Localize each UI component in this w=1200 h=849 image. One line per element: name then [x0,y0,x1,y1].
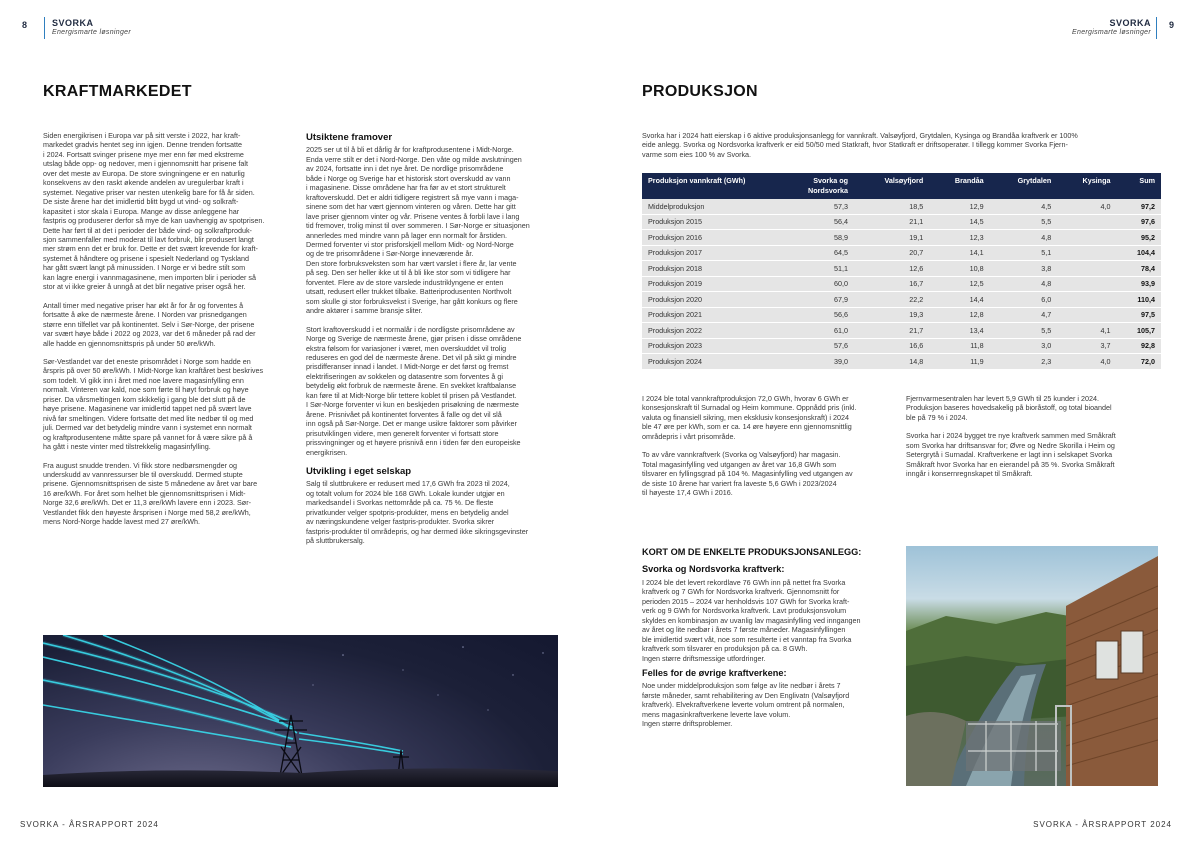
paragraph: Antall timer med negative priser har økt år for år og forventes å fortsatte å øke de nærmeste årene. I Norden var prisnedgangen større enn tilfellet var på kontinentet. Selv i Sør-Norge, der prisene var svært høye både i 2022 og 2023, var det 6 måneder på rad der alle hadde en gjennomsnittspris på under 50 øre/kWh. [43,300,256,348]
power-station-illustration [906,546,1158,786]
paragraph: To av våre vannkraftverk (Svorka og Valsøyfjord) har magasin. Total magasinfylling ved utgangen av året var 16,8 GWh som tilsvarer en fyllingsgrad på 104 %. Magasinfylling ved utgangen av de siste 10 årene har variert fra laveste 5,6 GWh i 2023/2024 til høyeste 17,4 GWh i 2016. [642,450,853,498]
sum-cell: 97,6 [1116,214,1161,230]
production-col-b [906,394,1164,479]
table-cell: 4,5 [990,199,1058,214]
table-cell: 5,1 [990,245,1058,261]
table-cell: 22,2 [854,292,929,308]
paragraph: Sør-Vestlandet var det eneste prisområdet i Norge som hadde en årspris på over 50 øre/kWh. I Midt-Norge kan kraftåret best beskrives som todelt. Vi gikk inn i året med noe lavere magasinfylling enn normalt. Vinteren var kald, noe som førte til høyt forbruk og høye priser. Da vårsmeltingen kom skikkelig i gang ble det slutt på de høye prisene. Magasinene var imidlertid tappet ned på svært lave nivå før smeltingen. Videre fortsatte det med lite nedbør til og med juli. Dermed var det betydelig mindre vann i systemet enn normalt og kraftprodusentene måtte spare på vannet for å være sikre på å ha gått i neste vinter med tilstrekkelig magasinfylling. [43,356,264,452]
section-heading-utvikling: Utvikling i eget selskap [306,465,412,477]
table-row [642,230,1161,246]
table-cell [1057,261,1116,277]
table-cell: 19,3 [854,307,929,323]
column-header: Brandåa [929,173,989,199]
table-cell [1057,230,1116,246]
table-cell [1057,245,1116,261]
sum-cell: 110,4 [1116,292,1161,308]
table-cell: 12,8 [929,307,989,323]
table-row [642,276,1161,292]
footer-left: SVORKA - ÅRSRAPPORT 2024 [20,820,159,829]
column-header: Kysinga [1057,173,1116,199]
table-cell [1057,307,1116,323]
section-heading-utsiktene: Utsiktene framover [306,132,393,143]
table-cell: 14,5 [929,214,989,230]
table-cell: 4,8 [990,276,1058,292]
table-cell: 11,9 [929,354,989,370]
table-cell: 16,7 [854,276,929,292]
row-label-cell: Produksjon 2015 [642,214,772,230]
sum-cell: 105,7 [1116,323,1161,339]
table-cell: 12,3 [929,230,989,246]
sum-cell: 92,8 [1116,338,1161,354]
sum-cell: 72,0 [1116,354,1161,370]
left-column-2 [306,133,568,546]
table-cell: 5,5 [990,323,1058,339]
table-cell: 56,6 [772,307,854,323]
row-label-cell: Produksjon 2018 [642,261,772,277]
table-cell: 56,4 [772,214,854,230]
table-row [642,323,1161,339]
production-col-a [642,394,894,498]
table-cell: 67,9 [772,292,854,308]
footer-right: SVORKA - ÅRSRAPPORT 2024 [1033,820,1172,829]
paragraph: Svorka har i 2024 bygget tre nye kraftverk sammen med Småkraft som Svorka har driftsansvar for; Øvre og Nedre Skorilla i Heim og Setergrytå i Surnadal. Kraftverkene er lagt inn i selskapet Svorka Småkraft hvor Svorka har en eierandel på 35 %. Svorka Småkraft inngår i konsernregnskapet til Småkraft. [906,431,1116,479]
paragraph: Salg til sluttbrukere er redusert med 17,6 GWh fra 2023 til 2024, og totalt volum for 2024 ble 168 GWh. Lokale kunder utgjør en markedsandel i Svorkas nettområde på ca. 75 %. De fleste privatkunder velger spotpris-produkter, mens en betydelig andel av næringskundene velger fastpris-produkter. Svorka sikrer fastpris-produkter til områdepris, og har dermed ikke sikringsgevinster på sluttbrukersalg. [306,479,529,546]
sum-cell: 97,5 [1116,307,1161,323]
table-cell: 14,8 [854,354,929,370]
row-label-cell: Produksjon 2023 [642,338,772,354]
table-cell: 57,3 [772,199,854,214]
section-heading-svorka-nordsvorka: Svorka og Nordsvorka kraftverk: [642,564,785,575]
row-label-cell: Produksjon 2020 [642,292,772,308]
table-cell: 6,0 [990,292,1058,308]
table-cell: 51,1 [772,261,854,277]
table-cell: 4,1 [1057,323,1116,339]
production-intro [642,131,1162,159]
table-cell: 2,3 [990,354,1058,370]
table-cell: 60,0 [772,276,854,292]
table-cell [1057,214,1116,230]
table-cell: 39,0 [772,354,854,370]
table-cell: 61,0 [772,323,854,339]
column-header: Sum [1116,173,1161,199]
left-column-1 [43,131,288,527]
page-title-kraftmarkedet: KRAFTMARKEDET [43,83,192,100]
table-row [642,292,1161,308]
table-row [642,214,1161,230]
table-body [642,199,1161,369]
row-label-cell: Produksjon 2017 [642,245,772,261]
table-row [642,245,1161,261]
kort-om-section [642,548,897,729]
section-heading-kort-om: KORT OM DE ENKELTE PRODUKSJONSANLEGG: [642,547,862,557]
table-cell: 12,9 [929,199,989,214]
table-cell: 14,4 [929,292,989,308]
table-cell [1057,292,1116,308]
sum-cell: 95,2 [1116,230,1161,246]
table-cell: 5,5 [990,214,1058,230]
table-cell: 12,6 [854,261,929,277]
table-row [642,354,1161,370]
power-lines-illustration [43,635,558,787]
row-label-cell: Produksjon 2016 [642,230,772,246]
header-divider-right [1156,17,1157,39]
brand-tagline-left: Energismarte løsninger [52,29,131,36]
sum-cell: 104,4 [1116,245,1161,261]
table-cell: 3,8 [990,261,1058,277]
column-header: Svorka og Nordsvorka [772,173,854,199]
production-table [642,173,1161,370]
brand-name-right: SVORKA [1109,18,1151,28]
column-header: Valsøyfjord [854,173,929,199]
table-cell: 10,8 [929,261,989,277]
row-label-cell: Produksjon 2024 [642,354,772,370]
sum-cell: 78,4 [1116,261,1161,277]
table-cell: 21,7 [854,323,929,339]
page-number-right: 9 [1169,20,1175,30]
table-cell: 58,9 [772,230,854,246]
paragraph: Siden energikrisen i Europa var på sitt verste i 2022, har kraft- markedet gradvis hentet seg inn igjen. Denne trenden fortsatte i 2024. Fortsatt svinger prisene mye mer enn før med ekstreme utslag både opp- og nedover, men i gjennomsnitt har prisene falt over det meste av Europa. De store svingningene er en naturlig konsekvens av den raskt økende andelen av uregulerbar kraft i systemet. Negative priser var nesten utenkelig bare for få år siden. De siste årene har det imidlertid blitt bygd ut vind- og solkraft- kapasitet i stor skala i Europa. Mange av disse anleggene har fastpris og produserer derfor så mye de kan uavhengig av spotprisen. Dette har ført til at det i perioder der både vind- og solkraftproduk- sjon sammenfaller med moderat til lavt forbruk, blir produsert langt mer strøm enn det er bruk for. Dette er det svært krevende for kraft- systemet å håndtere og prisene i spesielt Nederland og Tyskland har gått svært langt på minussiden. I Norge er vi bedre stilt som kan lagre energi i vannmagasinene, men importen blir i perioder så stor at vi ikke greier å unngå at det blir negative priser også her. [43,131,265,292]
table-cell: 16,6 [854,338,929,354]
table-header-row [642,173,1161,199]
header-divider-left [44,17,45,39]
table-cell: 3,0 [990,338,1058,354]
table-row [642,261,1161,277]
table-cell: 21,1 [854,214,929,230]
table-cell [1057,276,1116,292]
table-cell: 4,7 [990,307,1058,323]
brand-tagline-right: Energismarte løsninger [1072,29,1151,36]
row-label-cell: Produksjon 2021 [642,307,772,323]
table-cell: 64,5 [772,245,854,261]
column-header: Grytdalen [990,173,1058,199]
table-cell: 4,0 [1057,354,1116,370]
row-label-cell: Produksjon 2022 [642,323,772,339]
table-row [642,307,1161,323]
paragraph: Stort kraftoverskudd i et normalår i de nordligste prisområdene av Norge og Sverige de nærmeste årene, gjør prisen i disse områdene ekstra følsom for variasjoner i været, men overskuddet vil trolig reduseres en god del de nærmeste årene. Det vil på sikt gi mindre prisdifferanser innad i landet. I Midt-Norge er det først og fremst elektrifiseringen av sokkelen og datasentre som forventes å gi betydelig økt forbruk de nærmeste årene. En svekket kraftbalanse kan føre til at Midt-Norge blir tettere koblet til prisen på Vestlandet. I Sør-Norge forventer vi kun en beskjeden prisøkning de nærmeste årene. Prisnivået på kontinentet forventes å falle og det vil slå inn også på Sør-Norge. Det er mange usikre faktorer som påvirker prisutviklingen videre, men generelt forventer vi fortsatt store prissvingninger og et høyere prisnivå enn i tiden før den europeiske energikrisen. [306,324,522,457]
table-row [642,338,1161,354]
table-row [642,199,1161,214]
paragraph: Fra august snudde trenden. Vi fikk store nedbørsmengder og underskudd av vannressurser ble til overskudd. Dermed stupte prisene. Gjennomsnittsprisen de siste 5 månedene av året var bare 16 øre/kWh. For året som helhet ble gjennomsnittsprisen i Midt- Norge 32,6 øre/kWh. Det er 11,3 øre/kWh lavere enn i 2023. Sør- Vestlandet fikk den høyeste årsprisen i Norge med 58,2 øre/kWh, mens Nord-Norge hadde lavest med 27 øre/kWh. [43,460,258,527]
table-cell: 11,8 [929,338,989,354]
page-number-left: 8 [22,20,28,30]
column-header: Produksjon vannkraft (GWh) [642,173,772,199]
power-lines-photo [43,635,558,787]
table-cell: 4,0 [1057,199,1116,214]
paragraph: Noe under middelproduksjon som følge av lite nedbør i årets 7 første måneder, samt rehabilitering av Den Englivatn (Valsøyfjord kraftverk). Elvekraftverkene leverte volum omtrent på normalen, mens magasinkraftverkene leverte lave volum. Ingen større driftsproblemer. [642,681,850,729]
table-cell: 19,1 [854,230,929,246]
production-table-wrapper [642,173,1161,370]
row-label-cell: Produksjon 2019 [642,276,772,292]
table-cell: 4,8 [990,230,1058,246]
page-title-produksjon: PRODUKSJON [642,83,758,100]
sum-cell: 93,9 [1116,276,1161,292]
table-cell: 20,7 [854,245,929,261]
table-cell: 57,6 [772,338,854,354]
paragraph: Fjernvarmesentralen har levert 5,9 GWh til 25 kunder i 2024. Produksjon baseres hovedsakelig på bioråstoff, og total bioandel ble på 79 % i 2024. [906,394,1112,422]
table-cell: 12,5 [929,276,989,292]
table-cell: 18,5 [854,199,929,214]
paragraph: 2025 ser ut til å bli et dårlig år for kraftprodusentene i Midt-Norge. Enda verre stilt er det i Nord-Norge. Den våte og milde avslutningen av 2024, fortsatte inn i det nye året. De nordlige prisområdene både i Norge og Sverige har et historisk stort overskudd av vann i magasinene. Disse områdene har fra før av et stort strukturelt kraftoverskudd. Det er aldri tidligere registrert så mye vann i maga- sinene som det har vært gjennom vinteren og våren. Dette har gitt lave priser gjennom vinter og vår. Prisene ventes å forbli lave i lang tid fremover, trolig minst til over sommeren. I Sør-Norge er situasjonen annerledes med mindre vann på lager enn normalt for årstiden. Dermed forventer vi stor prisforskjell mellom Midt- og Nord-Norge og de tre prisområdene i Sør-Norge inneværende år. Den store forbruksveksten som har vært varslet i flere år, lar vente på seg. Den ser heller ikke ut til å bli like stor som vi tidligere har forventet. Flere av de store varslede industriklyngene er enten utsatt, redusert eller trukket tilbake. Batteriprodusenten Northvolt som skulle gi stor forbruksvekst i Sverige, har gått konkurs og flere andre aktører i samme bransje sliter. [306,145,530,316]
paragraph: Svorka har i 2024 hatt eierskap i 6 aktive produksjonsanlegg for vannkraft. Valsøyfjord, Grytdalen, Kysinga og Brandåa kraftverk er 100% eide anlegg. Svorka og Nordsvorka kraftverk er eid 50/50 med Statkraft, hvor Statkraft er driftsoperatør. I tillegg kommer Svorka Fjern- varme som eies 100 % av Svorka. [642,131,1078,159]
brand-name-left: SVORKA [52,18,94,28]
paragraph: I 2024 ble total vannkraftproduksjon 72,0 GWh, hvorav 6 GWh er konsesjonskraft til Surnadal og Heim kommune. Oppnådd pris (inkl. valuta og finansiell sikring, men eksklusiv konsesjonskraft) i 2024 ble 47 øre per kWh, som er ca. 14 øre høyere enn gjennomsnittlig områdepris i vårt prisområde. [642,394,857,441]
power-station-photo [906,546,1158,786]
section-heading-felles: Felles for de øvrige kraftverkene: [642,667,787,678]
table-cell: 3,7 [1057,338,1116,354]
sum-cell: 97,2 [1116,199,1161,214]
table-cell: 14,1 [929,245,989,261]
paragraph: I 2024 ble det levert rekordlave 76 GWh inn på nettet fra Svorka kraftverk og 7 GWh for Nordsvorka kraftverk. Gjennomsnitt for perioden 2015 – 2024 var henholdsvis 107 GWh for Svorka kraft- verk og 9 GWh for Nordsvorka kraftverk. Lavt produksjonsvolum skyldes en kombinasjon av uvanlig lav magasinfylling ved inngangen av året og lite nedbør i årets 7 første måneder. Magasinfyllingen ble imidlertid svært våt, noe som resulterte i et vanntap fra Svorka kraftverk som tilsvarer en produksjon på ca. 8 GWh. Ingen større driftsmessige utfordringer. [642,577,861,663]
table-cell: 13,4 [929,323,989,339]
row-label-cell: Middelproduksjon [642,199,772,214]
